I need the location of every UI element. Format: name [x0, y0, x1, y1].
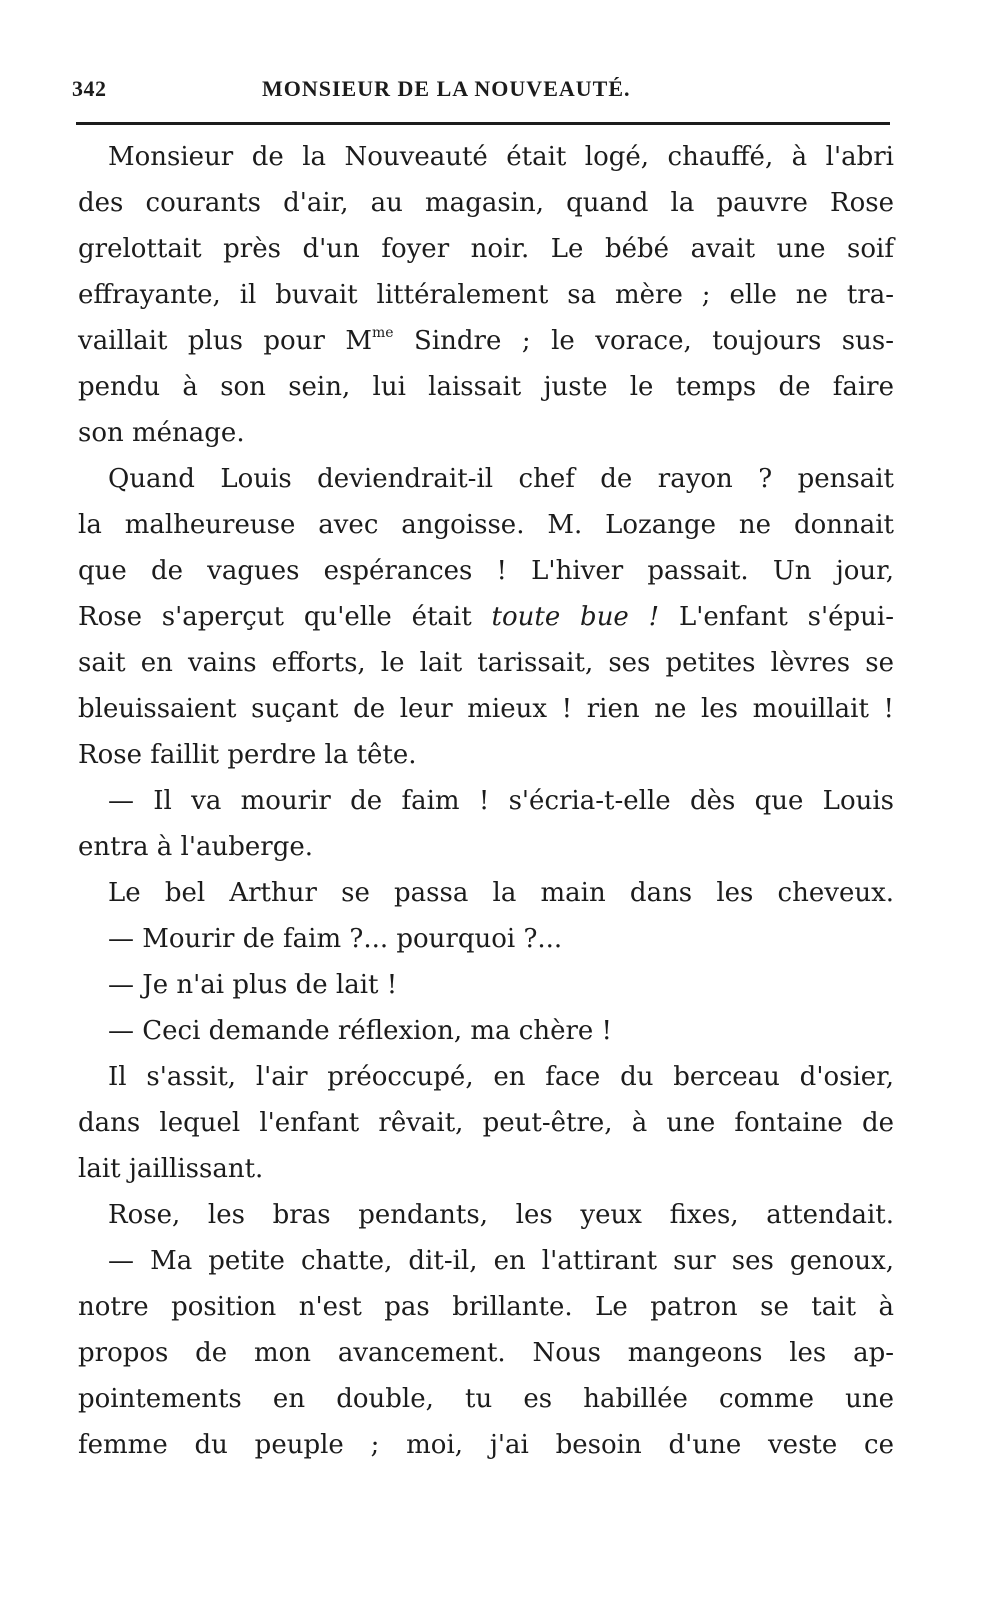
text-line: Rose, les bras pendants, les yeux fixes, attendait. [108, 1200, 894, 1230]
text-line: femme du peuple ; moi, j'ai besoin d'une veste ce [78, 1430, 894, 1460]
text-line: grelottait près d'un foyer noir. Le bébé avait une soif [78, 234, 894, 264]
text-line: Le bel Arthur se passa la main dans les cheveux. [108, 878, 894, 908]
running-title: MONSIEUR DE LA NOUVEAUTÉ. [262, 76, 631, 101]
superscript: me [371, 325, 394, 341]
text-line: — Mourir de faim ?... pourquoi ?... [108, 924, 563, 954]
text-line: sait en vains efforts, le lait tarissait, ses petites lèvres se [78, 648, 894, 678]
text-line: que de vagues espérances ! L'hiver passait. Un jour, [78, 556, 894, 586]
text-line: — Ma petite chatte, dit-il, en l'attirant sur ses genoux, [108, 1246, 894, 1276]
text-line: — Ceci demande réflexion, ma chère ! [108, 1016, 613, 1046]
text-line: pointements en double, tu es habillée comme une [78, 1384, 894, 1414]
text-line [78, 594, 894, 640]
text-line: bleuissaient suçant de leur mieux ! rien ne les mouillait ! [78, 694, 894, 724]
text-fragment: Rose s'aperçut qu'elle était [78, 602, 492, 632]
text-line: effrayante, il buvait littéralement sa mère ; elle ne tra- [78, 280, 894, 310]
text-line: Quand Louis deviendrait-il chef de rayon ? pensait [108, 464, 894, 494]
text-fragment: L'enfant s'épui- [659, 602, 894, 632]
text-line: lait jaillissant. [78, 1154, 264, 1184]
text-fragment: Sindre ; le vorace, toujours sus- [393, 326, 894, 356]
text-fragment: vaillait plus pour M [78, 326, 372, 356]
text-line: des courants d'air, au magasin, quand la pauvre Rose [78, 188, 894, 218]
text-line: pendu à son sein, lui laissait juste le temps de faire [78, 372, 894, 402]
header-rule [76, 122, 890, 125]
text-line: Rose faillit perdre la tête. [78, 740, 417, 770]
text-line: notre position n'est pas brillante. Le patron se tait à [78, 1292, 894, 1322]
page-number: 342 [72, 76, 107, 101]
text-line: la malheureuse avec angoisse. M. Lozange ne donnait [78, 510, 894, 540]
text-line: entra à l'auberge. [78, 832, 314, 862]
text-line: Il s'assit, l'air préoccupé, en face du berceau d'osier, [108, 1062, 894, 1092]
text-line: son ménage. [78, 418, 245, 448]
text-line: — Je n'ai plus de lait ! [108, 970, 398, 1000]
text-line: propos de mon avancement. Nous mangeons les ap- [78, 1338, 894, 1368]
text-line [78, 318, 894, 364]
text-line: Monsieur de la Nouveauté était logé, chauffé, à l'abri [108, 142, 894, 172]
page-header [72, 76, 892, 106]
italic-text: toute bue ! [491, 602, 660, 632]
body-text [78, 134, 894, 1468]
text-line: — Il va mourir de faim ! s'écria-t-elle dès que Louis [108, 786, 894, 816]
text-line: dans lequel l'enfant rêvait, peut-être, à une fontaine de [78, 1108, 894, 1138]
